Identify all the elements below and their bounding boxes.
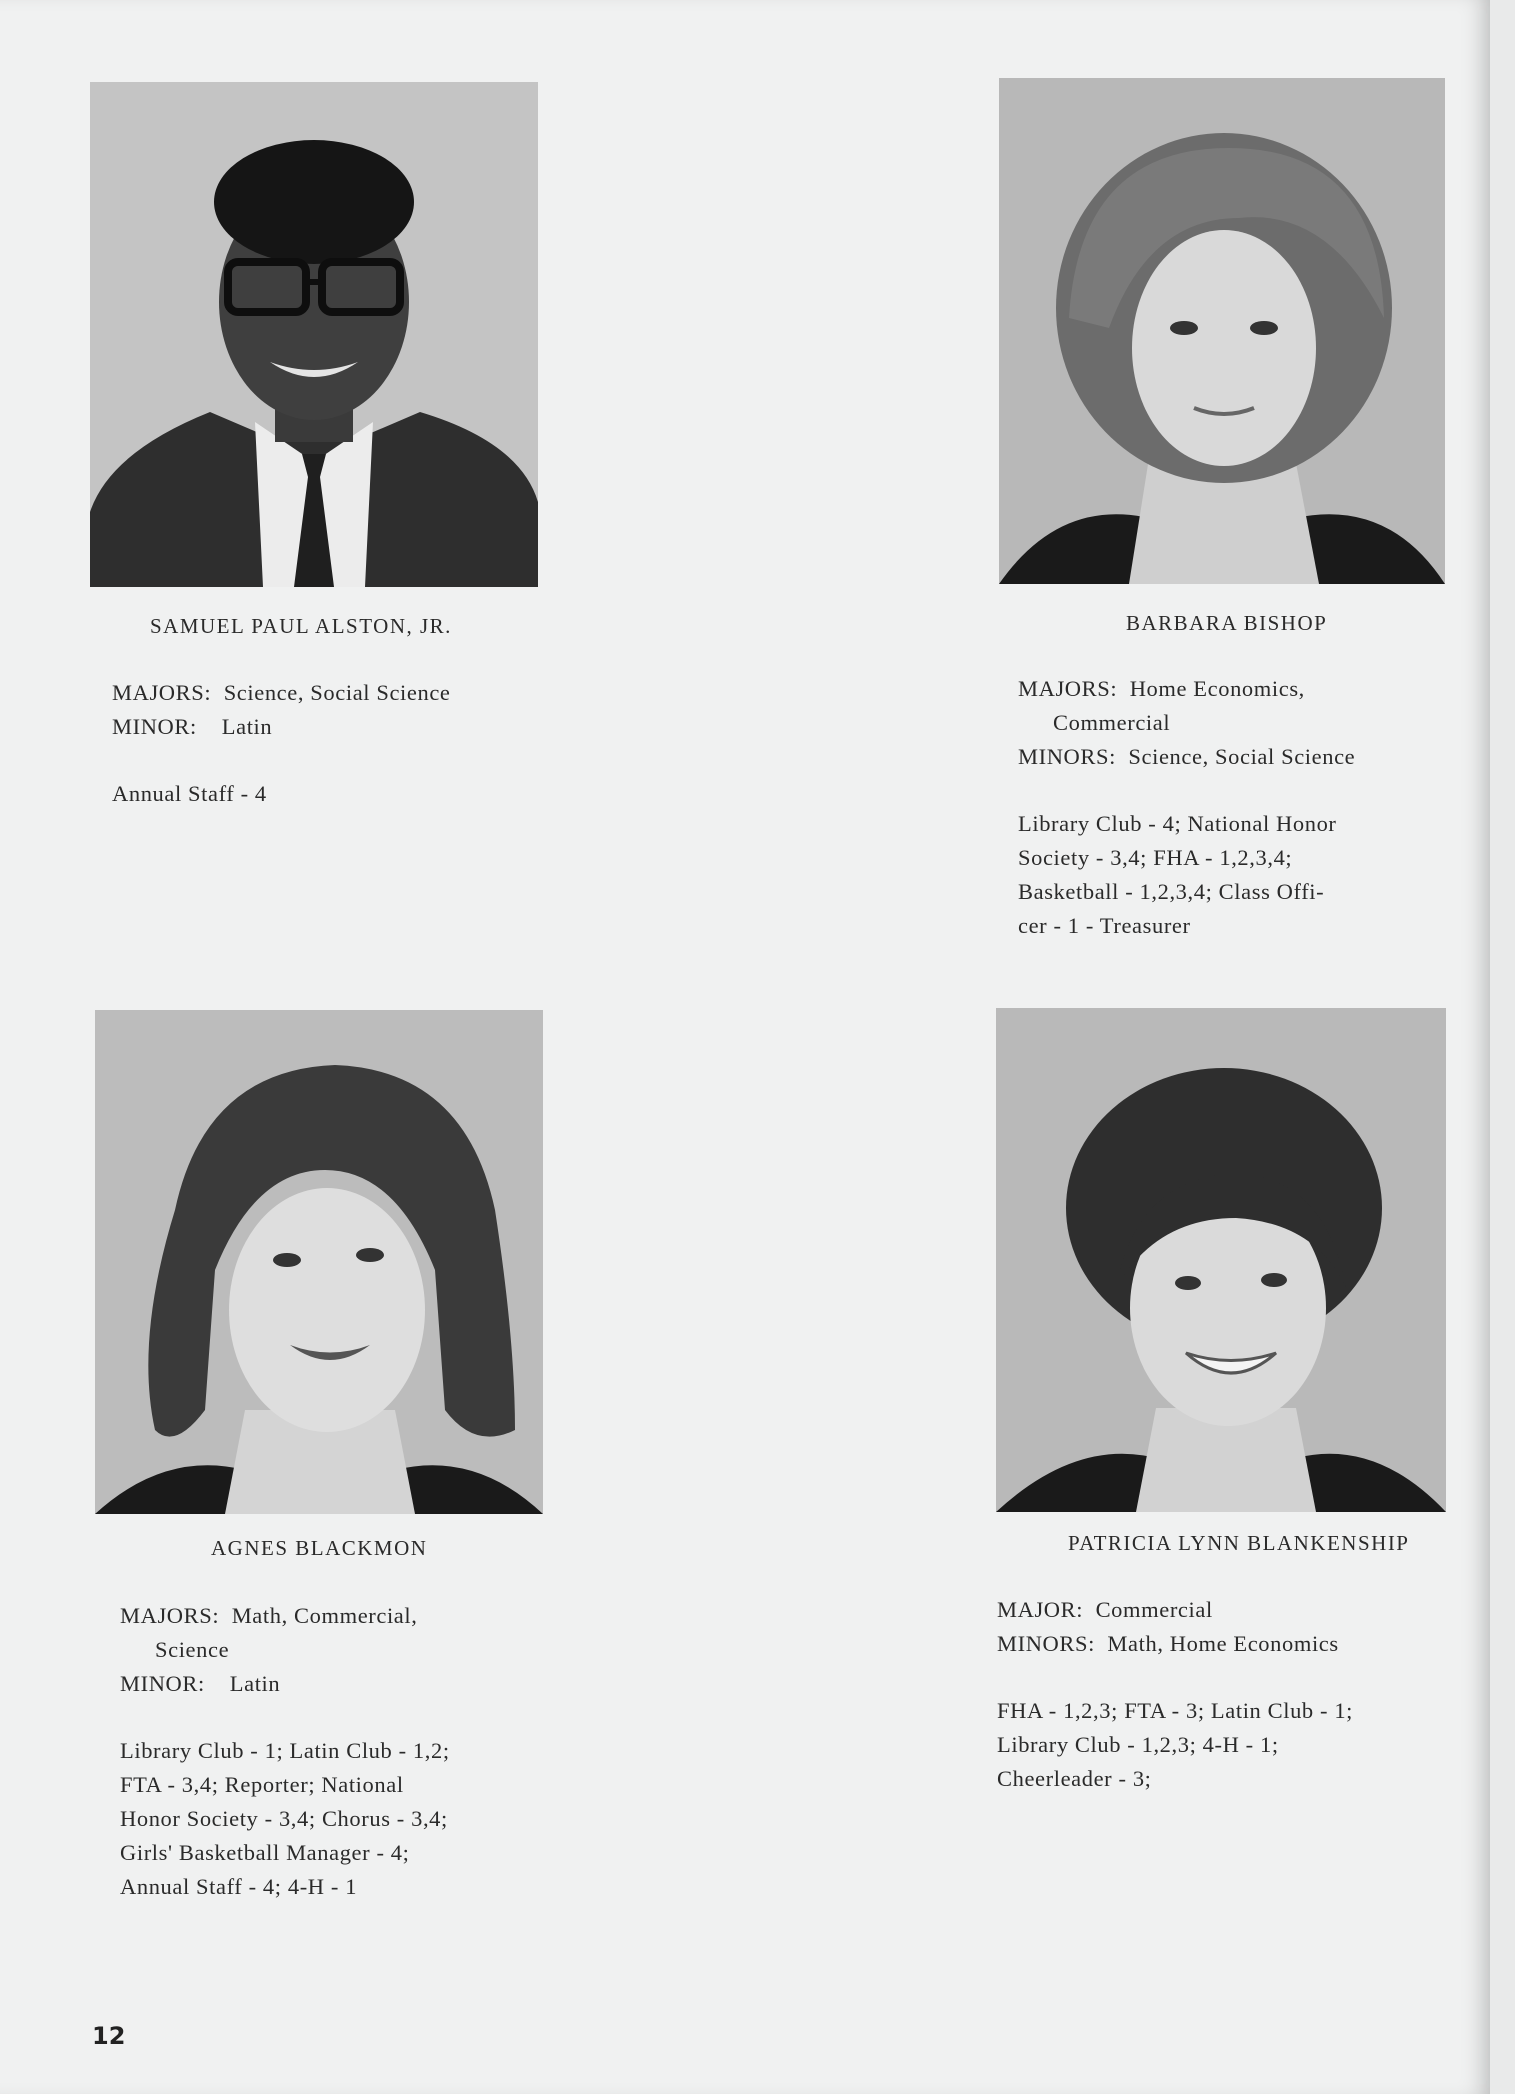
minor-label: MINORS: [997, 1631, 1095, 1656]
portrait-blackmon-drawing [95, 1010, 543, 1514]
minor-value: Latin [221, 714, 273, 739]
majors-continued: Science [155, 1637, 230, 1662]
portrait-photo-blackmon [95, 1010, 543, 1514]
activity-line: cer - 1 - Treasurer [1018, 913, 1191, 938]
majors-value: Commercial [1095, 1597, 1213, 1622]
portrait-photo-bishop [999, 78, 1445, 584]
student-name-blankenship: PATRICIA LYNN BLANKENSHIP [1068, 1531, 1410, 1555]
student-info-bishop [1018, 672, 1355, 943]
activity-line: Society - 3,4; FHA - 1,2,3,4; [1018, 845, 1293, 870]
portrait-photo-blankenship [996, 1008, 1446, 1512]
activity-line: FHA - 1,2,3; FTA - 3; Latin Club - 1; [997, 1698, 1354, 1723]
page-number: 12 [92, 2022, 126, 2050]
minor-label: MINORS: [1018, 744, 1116, 769]
majors-label: MAJORS: [120, 1603, 220, 1628]
portrait-photo-alston [90, 82, 538, 587]
minor-label: MINOR: [120, 1671, 205, 1696]
activity-line: FTA - 3,4; Reporter; National [120, 1772, 404, 1797]
portrait-blankenship-drawing [996, 1008, 1446, 1512]
student-name-alston: SAMUEL PAUL ALSTON, JR. [150, 614, 452, 638]
activity-line: Honor Society - 3,4; Chorus - 3,4; [120, 1806, 448, 1831]
majors-label: MAJORS: [112, 680, 212, 705]
majors-label: MAJOR: [997, 1597, 1084, 1622]
student-info-blankenship [997, 1593, 1353, 1796]
minor-value: Math, Home Economics [1107, 1631, 1339, 1656]
activity-line: Library Club - 4; National Honor [1018, 811, 1337, 836]
student-info-blackmon [120, 1599, 450, 1904]
activity-line: Girls' Basketball Manager - 4; [120, 1840, 410, 1865]
activity-line: Annual Staff - 4 [112, 781, 267, 806]
activity-line: Annual Staff - 4; 4-H - 1 [120, 1874, 358, 1899]
activity-line: Cheerleader - 3; [997, 1766, 1152, 1791]
majors-value: Math, Commercial, [231, 1603, 418, 1628]
majors-continued: Commercial [1053, 710, 1171, 735]
activity-line: Basketball - 1,2,3,4; Class Offi- [1018, 879, 1325, 904]
student-name-blackmon: AGNES BLACKMON [211, 1536, 428, 1560]
majors-label: MAJORS: [1018, 676, 1118, 701]
minor-value: Science, Social Science [1128, 744, 1356, 769]
activity-line: Library Club - 1; Latin Club - 1,2; [120, 1738, 450, 1763]
minor-value: Latin [229, 1671, 281, 1696]
minor-label: MINOR: [112, 714, 197, 739]
majors-value: Home Economics, [1129, 676, 1305, 701]
student-info-alston [112, 676, 451, 811]
portrait-bishop-drawing [999, 78, 1445, 584]
portrait-alston-drawing [90, 82, 538, 587]
student-name-bishop: BARBARA BISHOP [1126, 611, 1328, 635]
majors-value: Science, Social Science [223, 680, 451, 705]
activity-line: Library Club - 1,2,3; 4-H - 1; [997, 1732, 1279, 1757]
